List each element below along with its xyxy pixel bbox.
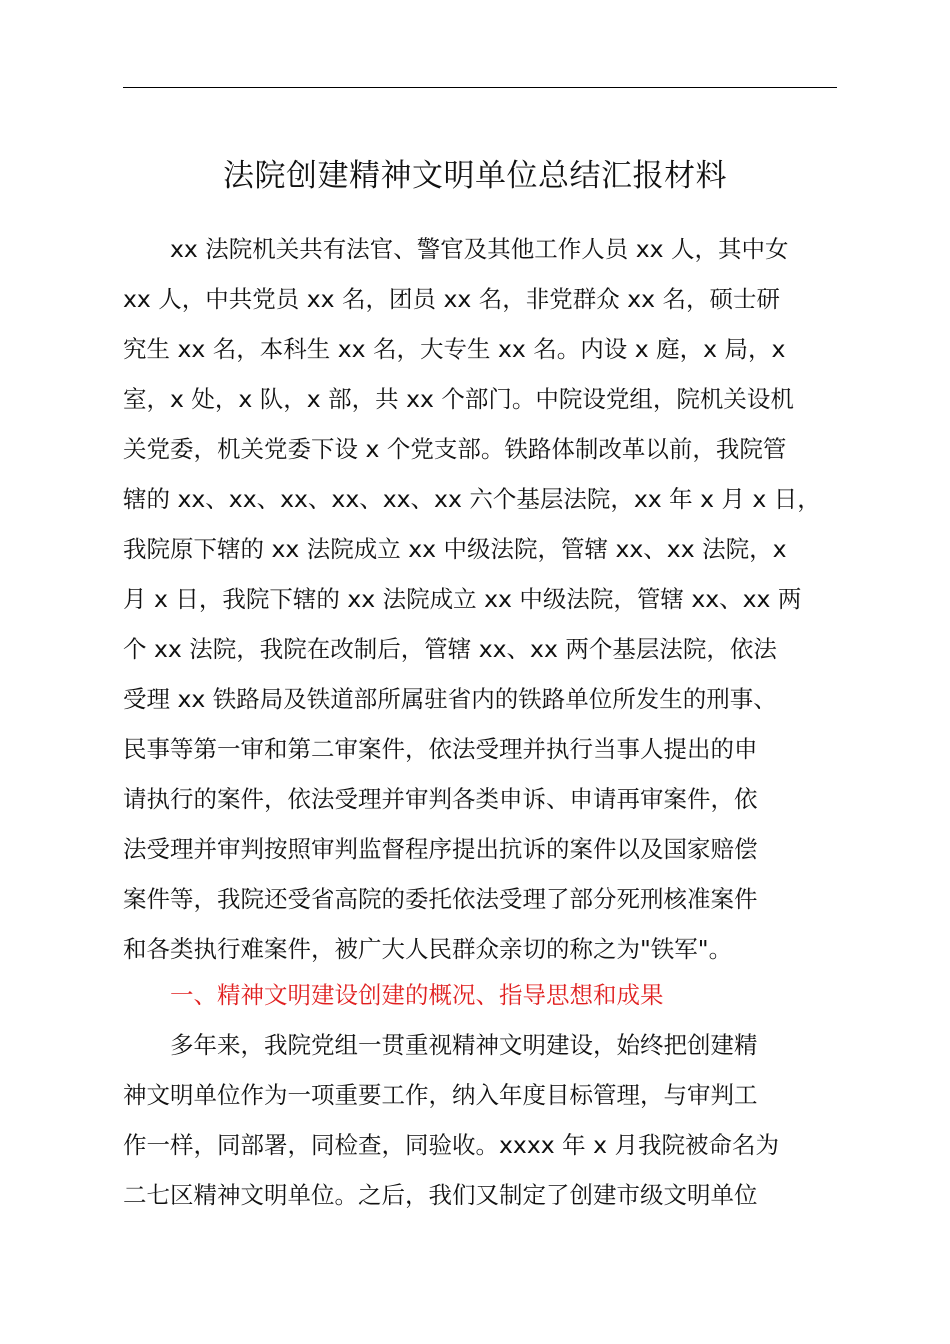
text-line: 民事等第一审和第二审案件，依法受理并执行当事人提出的申 [123, 735, 758, 763]
text-line: 室，x 处，x 队，x 部，共 xx 个部门。中院设党组，院机关设机 [123, 385, 794, 413]
text-line: 多年来，我院党组一贯重视精神文明建设，始终把创建精 [170, 1031, 758, 1059]
text-line: 作一样，同部署，同检查，同验收。xxxx 年 x 月我院被命名为 [123, 1131, 779, 1159]
text-line: 辖的 xx、xx、xx、xx、xx、xx 六个基层法院，xx 年 x 月 x 日， [123, 485, 821, 513]
text-line: 关党委，机关党委下设 x 个党支部。铁路体制改革以前，我院管 [123, 435, 787, 463]
paragraph-civilization-overview [123, 1020, 837, 1220]
text-line: 和各类执行难案件，被广大人民群众亲切的称之为"铁军"。 [123, 935, 733, 963]
text-line: 月 x 日，我院下辖的 xx 法院成立 xx 中级法院，管辖 xx、xx 两 [123, 585, 802, 613]
text-line: 究生 xx 名，本科生 xx 名，大专生 xx 名。内设 x 庭，x 局，x [123, 335, 786, 363]
text-line: xx 人，中共党员 xx 名，团员 xx 名，非党群众 xx 名，硕士研 [123, 285, 781, 313]
document-title: 法院创建精神文明单位总结汇报材料 [223, 158, 727, 194]
header-rule [123, 87, 837, 88]
text-line: 请执行的案件，依法受理并审判各类申诉、申请再审案件，依 [123, 785, 758, 813]
text-line: 个 xx 法院，我院在改制后，管辖 xx、xx 两个基层法院，依法 [123, 635, 777, 663]
text-line: xx 法院机关共有法官、警官及其他工作人员 xx 人，其中女 [170, 235, 789, 263]
text-line: 神文明单位作为一项重要工作，纳入年度目标管理，与审判工 [123, 1081, 758, 1109]
text-line: 二七区精神文明单位。之后，我们又制定了创建市级文明单位 [123, 1181, 758, 1209]
section-heading: 一、精神文明建设创建的概况、指导思想和成果 [170, 981, 664, 1009]
text-line: 案件等，我院还受省高院的委托依法受理了部分死刑核准案件 [123, 885, 758, 913]
text-line: 我院原下辖的 xx 法院成立 xx 中级法院，管辖 xx、xx 法院，x [123, 535, 787, 563]
text-line: 受理 xx 铁路局及铁道部所属驻省内的铁路单位所发生的刑事、 [123, 685, 777, 713]
paragraph-court-overview [123, 224, 837, 974]
text-line: 法受理并审判按照审判监督程序提出抗诉的案件以及国家赔偿 [123, 835, 758, 863]
